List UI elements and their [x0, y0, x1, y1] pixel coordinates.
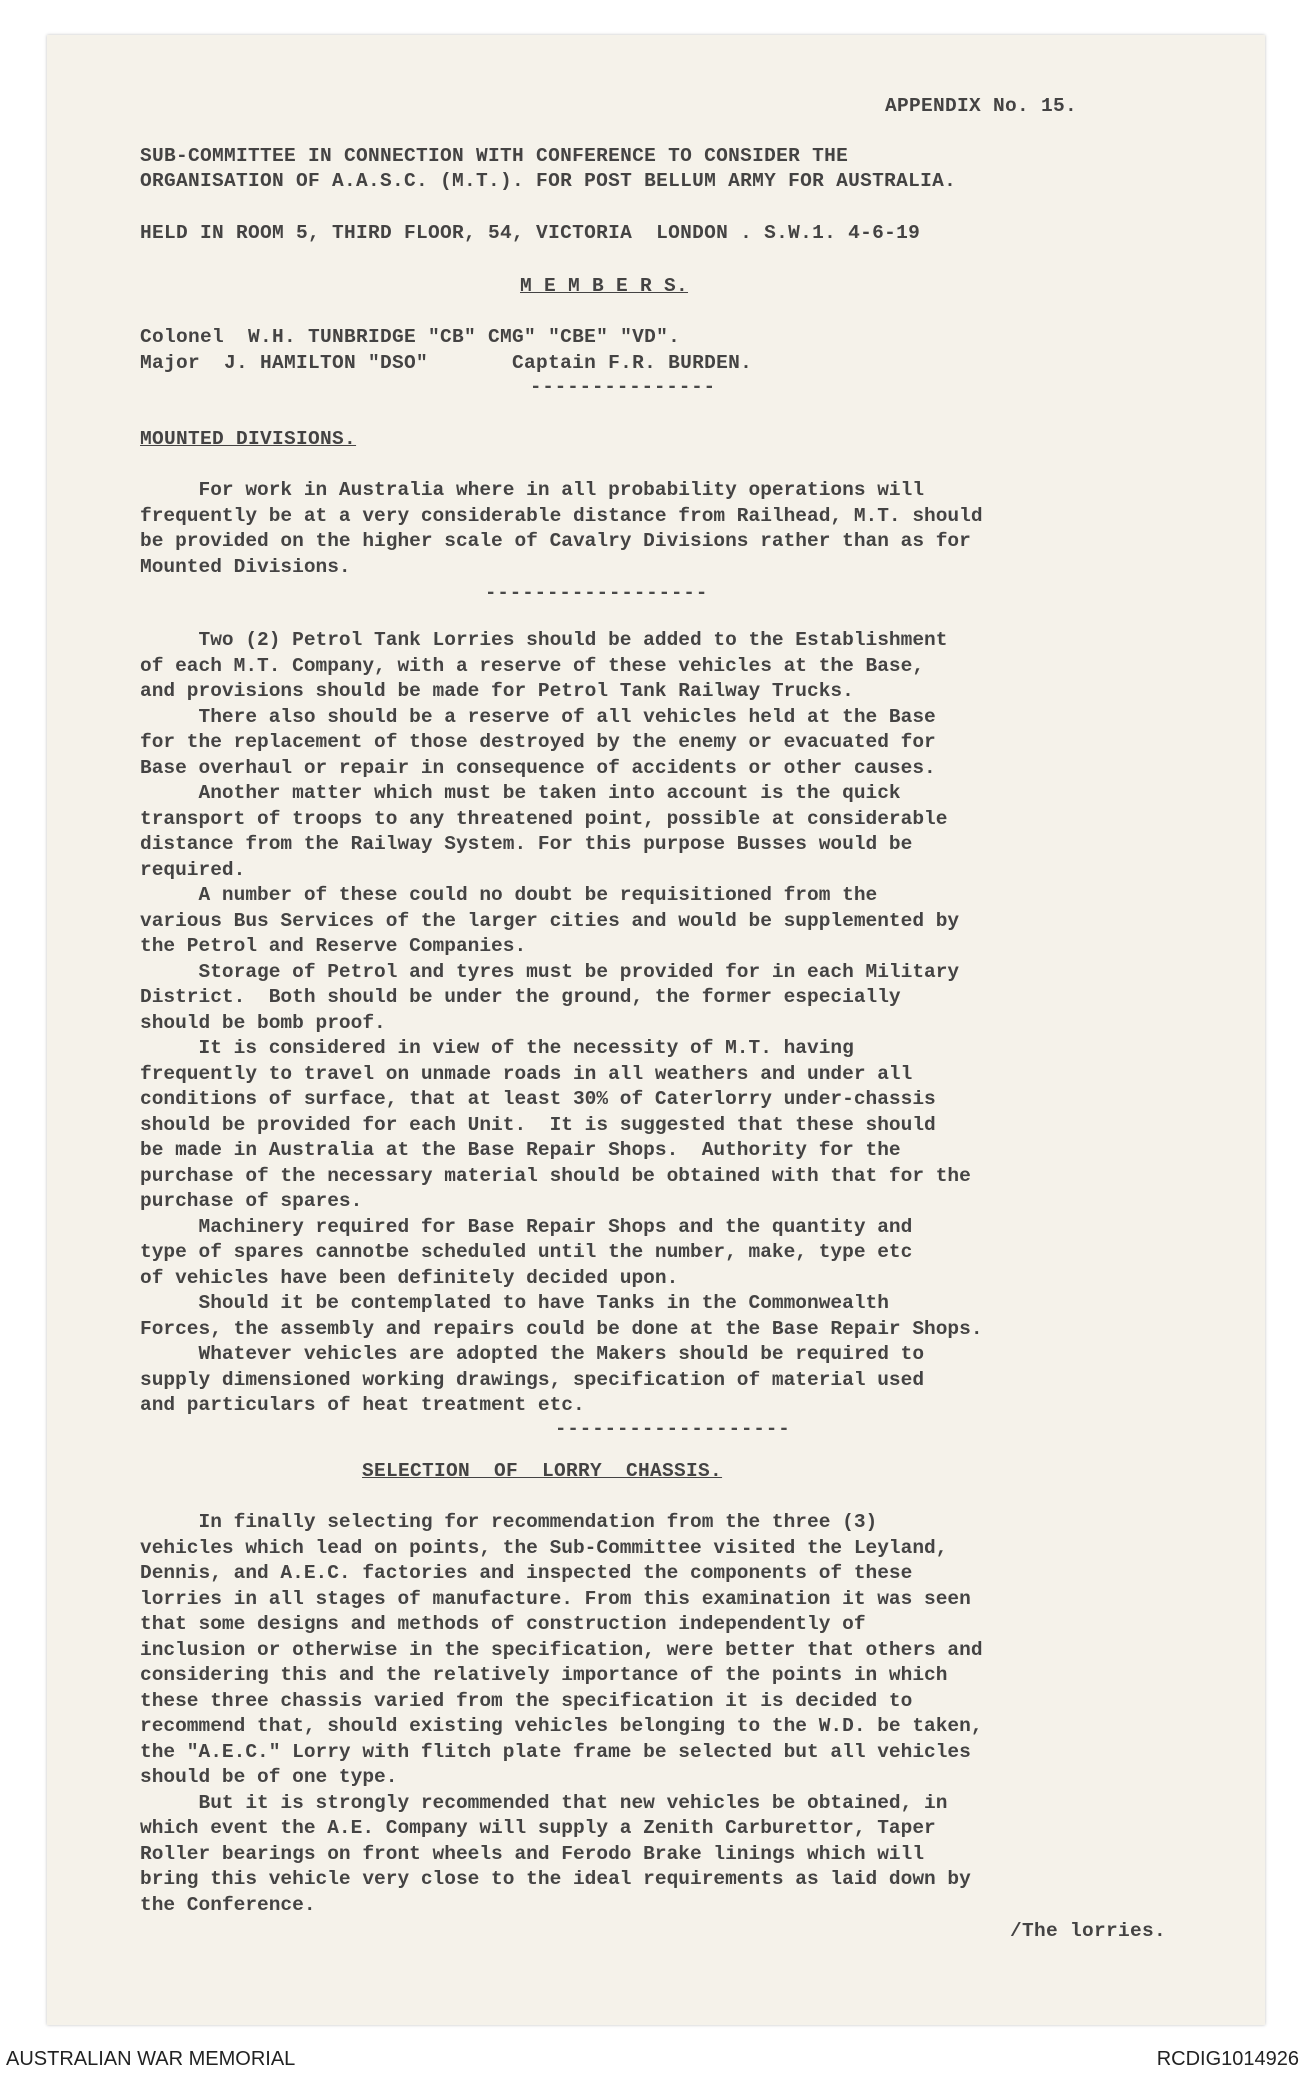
text-line: purchase of the necessary material should be obtained with that for the — [140, 1164, 971, 1187]
text-line: Storage of Petrol and tyres must be provided for in each Military — [140, 960, 960, 983]
text-line: required. — [140, 858, 246, 881]
text-line: Base overhaul or repair in consequence of accidents or other causes. — [140, 756, 936, 779]
text-line: transport of troops to any threatened point, possible at considerable — [140, 807, 948, 830]
text-line: should be of one type. — [140, 1766, 398, 1788]
text-line: should be bomb proof. — [140, 1011, 386, 1034]
text-line: frequently to travel on unmade roads in all weathers and under all — [140, 1062, 913, 1085]
text-line: be provided on the higher scale of Cavalry Divisions rather than as for — [140, 530, 971, 552]
page-continuation: /The lorries. — [1010, 1920, 1167, 1942]
text-line: Two (2) Petrol Tank Lorries should be added to the Establishment — [140, 629, 948, 651]
appendix-number: APPENDIX No. 15. — [885, 95, 1078, 117]
footer-document-id: RCDIG1014926 — [1156, 2048, 1299, 2070]
text-line: A number of these could no doubt be requisitioned from the — [140, 884, 878, 906]
text-line: supply dimensioned working drawings, specification of material used — [140, 1368, 925, 1391]
text-line: the Conference. — [140, 1893, 316, 1916]
meeting-location: HELD IN ROOM 5, THIRD FLOOR, 54, VICTORIA LONDON . S.W.1. 4-6-19 — [140, 222, 921, 244]
text-line: inclusion or otherwise in the specification, were better that others and — [140, 1638, 983, 1661]
text-line: considering this and the relatively importance of the points in which — [140, 1664, 948, 1686]
text-line: For work in Australia where in all probability operations will — [140, 479, 925, 501]
text-line: bring this vehicle very close to the ideal requirements as laid down by — [140, 1868, 971, 1890]
paragraph-establishment — [140, 628, 1260, 1419]
text-line: of each M.T. Company, with a reserve of these vehicles at the Base, — [140, 654, 925, 677]
text-line: the "A.E.C." Lorry with flitch plate frame be selected but all vehicles — [140, 1740, 971, 1763]
text-line: and particulars of heat treatment etc. — [140, 1394, 585, 1416]
paragraph-lorry-chassis — [140, 1510, 1260, 1918]
text-line: Forces, the assembly and repairs could be done at the Base Repair Shops. — [140, 1317, 983, 1340]
section-heading-mounted-divisions: MOUNTED DIVISIONS. — [140, 428, 357, 450]
members-heading: M E M B E R S. — [520, 275, 689, 297]
text-line: which event the A.E. Company will supply a Zenith Carburettor, Taper — [140, 1817, 936, 1839]
text-line: But it is strongly recommended that new vehicles be obtained, in — [140, 1791, 948, 1814]
text-line: Whatever vehicles are adopted the Makers should be required to — [140, 1343, 925, 1365]
text-line: distance from the Railway System. For this purpose Busses would be — [140, 833, 913, 855]
divider-rule: ------------------- — [555, 1418, 791, 1440]
footer-archive-name: AUSTRALIAN WAR MEMORIAL — [6, 2048, 296, 2070]
document-title-line-2: ORGANISATION OF A.A.S.C. (M.T.). FOR POST BELLUM ARMY FOR AUSTRALIA. — [140, 170, 957, 192]
text-line: frequently be at a very considerable distance from Railhead, M.T. should — [140, 504, 983, 527]
divider-rule: --------------- — [530, 376, 717, 398]
text-line: and provisions should be made for Petrol Tank Railway Trucks. — [140, 680, 854, 702]
text-line: should be provided for each Unit. It is suggested that these should — [140, 1113, 936, 1136]
divider-rule: ------------------ — [485, 582, 709, 604]
text-line: Dennis, and A.E.C. factories and inspected the components of these — [140, 1562, 913, 1584]
text-line: Should it be contemplated to have Tanks in the Commonwealth — [140, 1292, 889, 1314]
document-title-line-1: SUB-COMMITTEE IN CONNECTION WITH CONFERENCE TO CONSIDER THE — [140, 145, 849, 167]
text-line: There also should be a reserve of all vehicles held at the Base — [140, 705, 936, 728]
member-line-1: Colonel W.H. TUNBRIDGE "CB" CMG" "CBE" "VD". — [140, 326, 681, 348]
text-line: recommend that, should existing vehicles belonging to the W.D. be taken, — [140, 1715, 983, 1737]
text-line: lorries in all stages of manufacture. From this examination it was seen — [140, 1587, 971, 1610]
text-line: Machinery required for Base Repair Shops and the quantity and — [140, 1215, 913, 1238]
text-line: District. Both should be under the ground, the former especially — [140, 986, 901, 1008]
section-heading-lorry-chassis: SELECTION OF LORRY CHASSIS. — [362, 1460, 723, 1482]
text-line: various Bus Services of the larger cities and would be supplemented by — [140, 909, 960, 932]
text-line: be made in Australia at the Base Repair Shops. Authority for the — [140, 1139, 901, 1161]
text-line: for the replacement of those destroyed by the enemy or evacuated for — [140, 731, 936, 753]
text-line: type of spares cannotbe scheduled until the number, make, type etc — [140, 1241, 913, 1263]
text-line: It is considered in view of the necessity of M.T. having — [140, 1037, 854, 1059]
paragraph-mounted-divisions — [140, 478, 1260, 580]
text-line: Roller bearings on front wheels and Ferodo Brake linings which will — [140, 1842, 925, 1865]
member-line-2: Major J. HAMILTON "DSO" Captain F.R. BURDEN. — [140, 352, 753, 374]
text-line: that some designs and methods of construction independently of — [140, 1613, 866, 1635]
text-line: vehicles which lead on points, the Sub-Committee visited the Leyland, — [140, 1536, 948, 1559]
text-line: purchase of spares. — [140, 1190, 363, 1212]
text-line: of vehicles have been definitely decided upon. — [140, 1266, 679, 1289]
text-line: In finally selecting for recommendation from the three (3) — [140, 1511, 878, 1533]
text-line: the Petrol and Reserve Companies. — [140, 935, 527, 957]
text-line: Mounted Divisions. — [140, 555, 351, 578]
text-line: these three chassis varied from the specification it is decided to — [140, 1689, 913, 1712]
text-line: Another matter which must be taken into account is the quick — [140, 782, 901, 804]
text-line: conditions of surface, that at least 30% of Caterlorry under-chassis — [140, 1088, 936, 1110]
